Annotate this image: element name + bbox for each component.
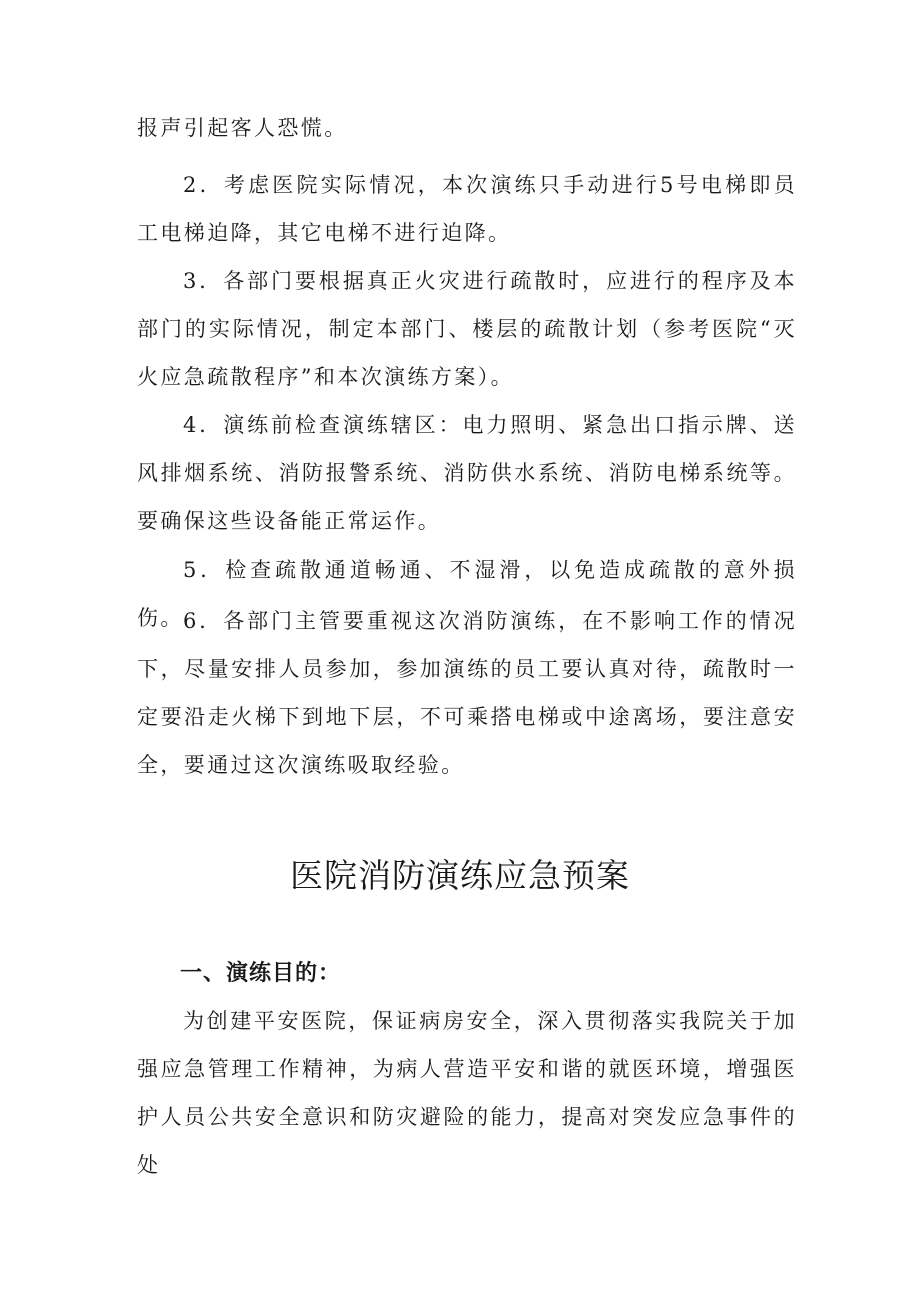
list-item: 2．考虑医院实际情况，本次演练只手动进行5号电梯即员工电梯迫降，其它电梯不进行迫降。 bbox=[137, 173, 797, 245]
section-heading: 一、演练目的： bbox=[180, 961, 342, 986]
section-paragraph: 为创建平安医院，保证病房安全，深入贯彻落实我院关于加强应急管理工作精神，为病人营造平安和谐的就医环境，增强医护人员公共安全意识和防灾避险的能力，提高对突发应急事件的处 bbox=[137, 1009, 797, 1177]
list-item: 3．各部门要根据真正火灾进行疏散时，应进行的程序及本部门的实际情况，制定本部门、楼层的疏散计划（参考医院“灭火应急疏散程序”和本次演练方案）。 bbox=[137, 269, 797, 389]
list-item: 5．检查疏散通道畅通、不湿滑，以免造成疏散的意外损伤。 bbox=[137, 558, 797, 630]
document-title: 医院消防演练应急预案 bbox=[290, 856, 630, 895]
list-item: 4．演练前检查演练辖区：电力照明、紧急出口指示牌、送风排烟系统、消防报警系统、消防供水系统、消防电梯系统等。要确保这些设备能正常运作。 bbox=[137, 413, 797, 533]
list-item: 6．各部门主管要重视这次消防演练，在不影响工作的情况下，尽量安排人员参加，参加演练的员工要认真对待，疏散时一定要沿走火梯下到地下层，不可乘搭电梯或中途离场，要注意安全，要通过这次演练吸取经验。 bbox=[137, 609, 797, 777]
continuation-paragraph: 报声引起客人恐慌。 bbox=[137, 116, 348, 140]
